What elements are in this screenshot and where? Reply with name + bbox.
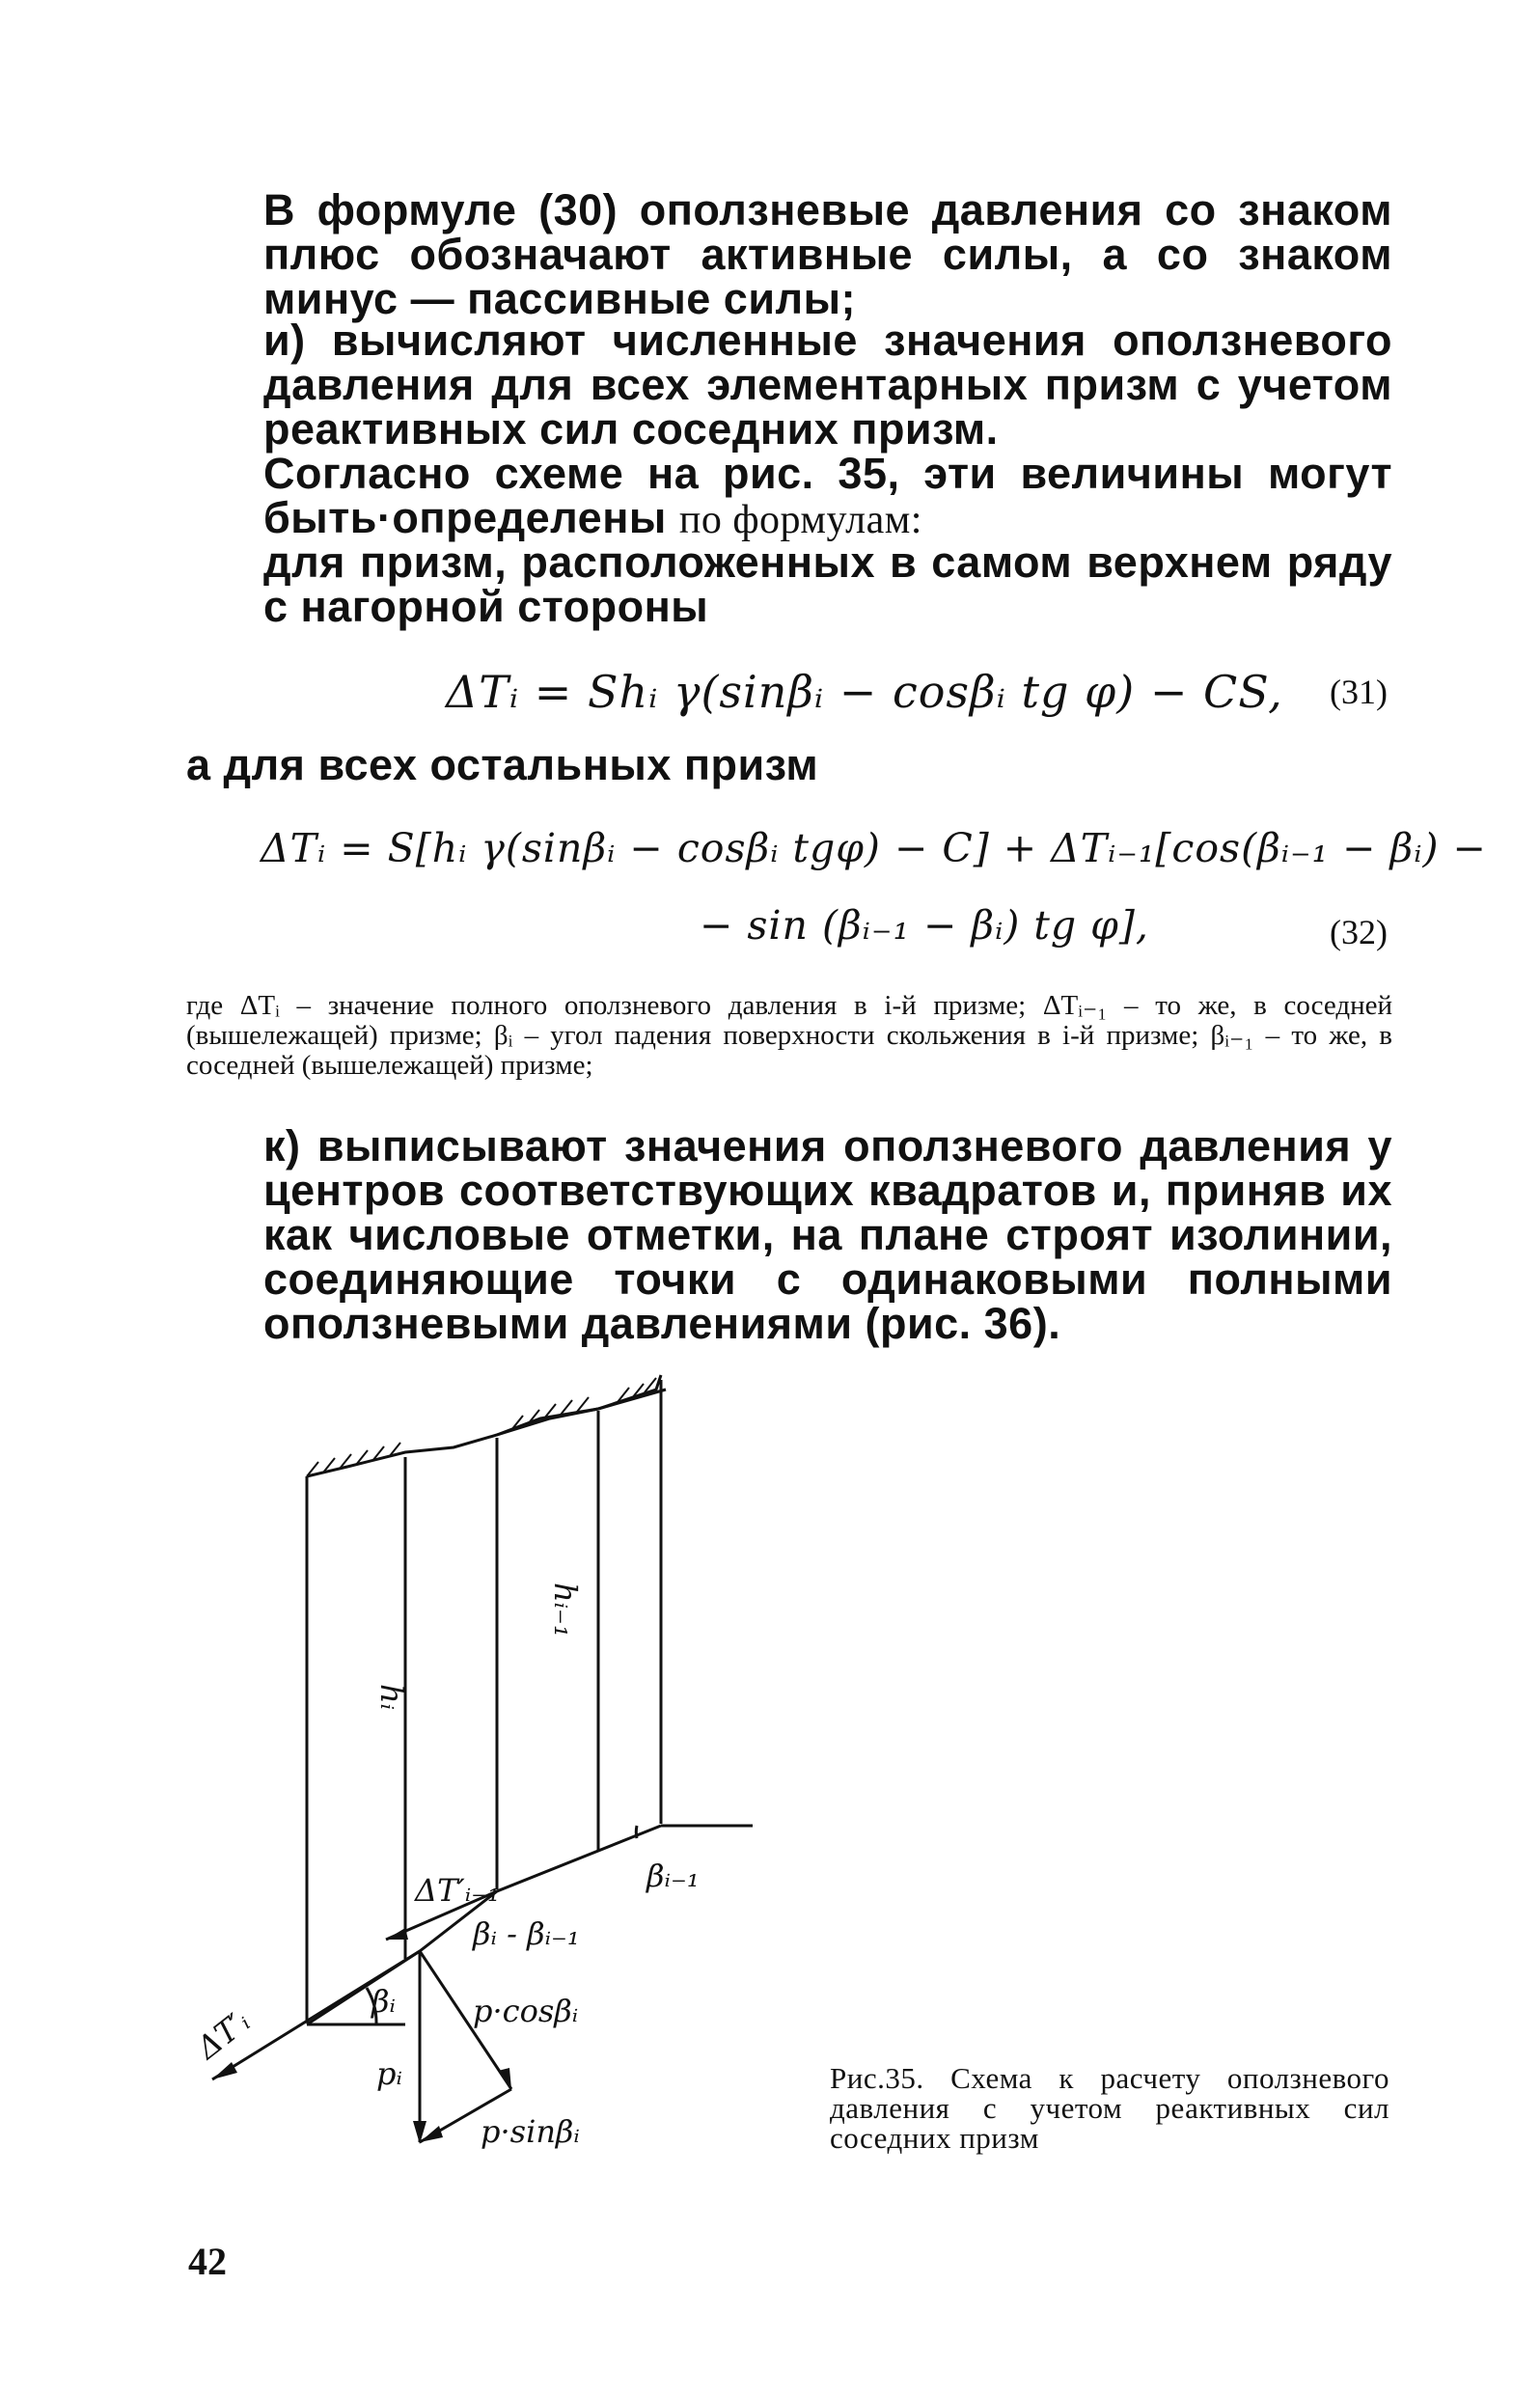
paragraph-text-light: по формулам: [678, 498, 922, 542]
label-h-i1: hᵢ₋₁ [547, 1583, 584, 1638]
formula-32-line-1: ΔTᵢ = S[hᵢ γ(sinβᵢ − cosβᵢ tgφ) − C] + ΔTᵢ₋₁[cos(βᵢ₋₁ − βᵢ) − [261, 825, 1487, 871]
formula-legend-note: где ΔTᵢ – значение полного оползневого давления в i-й призме; ΔTᵢ₋₁ – то же, в соседней (вышележащей) призме; βᵢ – угол падения поверхности скольжения в i-й призме; βᵢ₋₁ – то же, в соседней (вышележащей) призме; [186, 990, 1392, 1081]
label-dT-i: ΔT′ᵢ [189, 2002, 257, 2067]
ground-surface-line-right [497, 1390, 666, 1435]
page-number: 42 [188, 2240, 227, 2283]
angle-arc-beta-i1 [636, 1826, 637, 1838]
paragraph-text: к) выписывают значения оползневого давления у центров соответствующих квадратов и, приняв их как числовые отметки, на плане строят изолинии, соединяющие точки с одинаковыми полными оползневыми давлениями (рис. 36). [263, 1121, 1392, 1348]
paragraph-text: и) вычисляют численные значения оползневого давления для всех элементарных призм с учетом реактивных сил соседних призм. [263, 316, 1392, 454]
paragraph-text-bold: Согласно схеме на рис. 35, эти величины могут быть·определены [263, 449, 1392, 542]
label-beta-diff: βᵢ - βᵢ₋₁ [473, 1915, 580, 1952]
arrow-p-cos [498, 2068, 511, 2089]
formula-31: ΔTᵢ = Shᵢ γ(sinβᵢ − cosβᵢ tg φ) − CS, [446, 666, 1283, 718]
paragraph-text: для призм, расположенных в самом верхнем ряду с нагорной стороны [263, 537, 1392, 631]
formula-31-number: (31) [1330, 673, 1388, 711]
label-beta-i1: βᵢ₋₁ [646, 1858, 700, 1894]
label-p-cos: p·cosβᵢ [473, 1993, 579, 2029]
figure-35-caption: Рис.35. Схема к расчету оползневого давления с учетом реактивных сил соседних призм [830, 2061, 1389, 2155]
label-p-i: pᵢ [376, 2055, 402, 2092]
paragraph-text: а для всех остальных призм [186, 740, 819, 789]
label-h-i: hᵢ [373, 1684, 410, 1711]
paragraph-text: В формуле (30) оползневые давления со знаком плюс обозначают активные силы, а со знаком минус — пассивные силы; [263, 185, 1392, 323]
arrow-dT-i1 [386, 1928, 408, 1940]
arrowheads [212, 1928, 511, 2144]
label-beta-i: βᵢ [371, 1983, 396, 2020]
label-dT-i1: ΔT′ᵢ₋₁ [415, 1872, 500, 1909]
formula-32-number: (32) [1330, 913, 1388, 951]
formula-32-line-2: − sin (βᵢ₋₁ − βᵢ) tg φ], [700, 902, 1149, 949]
label-p-sin: p·sinβᵢ [481, 2113, 580, 2150]
